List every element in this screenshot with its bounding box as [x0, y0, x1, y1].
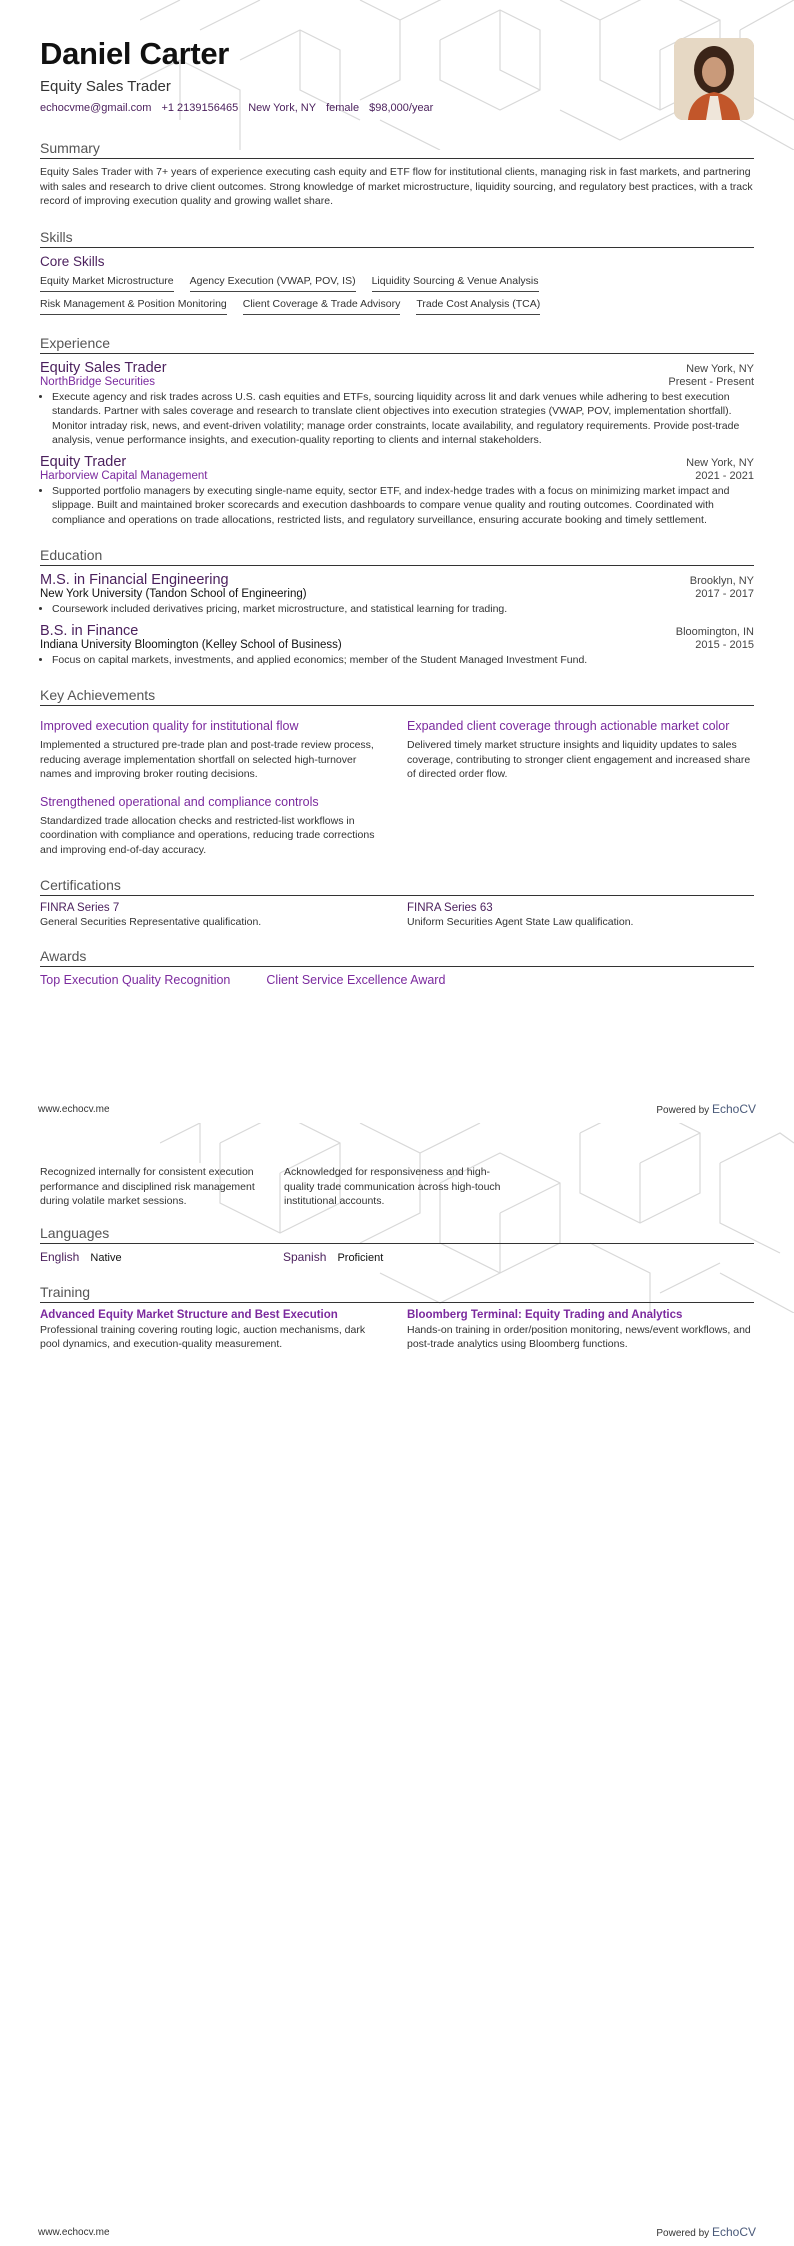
edu-location: Brooklyn, NY — [689, 575, 754, 587]
skill-chip: Agency Execution (VWAP, POV, IS) — [190, 275, 356, 292]
job-entry — [40, 454, 754, 528]
footer-site[interactable]: www.echocv.me — [38, 2227, 110, 2238]
section-title: Education — [40, 547, 754, 566]
summary-text: Equity Sales Trader with 7+ years of experience executing cash equity and ETF flow for institutional clients, managing risk in fast markets, and partnering with sales and research to drive client outcomes. Strong knowledge of market microstructure, liquidity sourcing, and regulatory best practices, with a track record of improving execution quality and growing wallet share. — [40, 166, 753, 207]
achievement-desc: Delivered timely market structure insights and liquidity updates to sales coverage, contributing to stronger client engagement and increased share of directed order flow. — [407, 739, 751, 780]
certification-name: FINRA Series 7 — [40, 902, 120, 914]
training-title: Advanced Equity Market Structure and Best Execution — [40, 1308, 338, 1321]
job-location: New York, NY — [686, 456, 754, 469]
edu-bullet: • Focus on capital markets, investments, and applied economics; member of the Student Managed Investment Fund. — [52, 653, 754, 668]
school: New York University (Tandon School of Engineering) — [40, 588, 307, 600]
footer-site[interactable]: www.echocv.me — [38, 1104, 110, 1115]
training-section — [40, 1284, 754, 1352]
skill-row — [40, 275, 754, 292]
training-desc: Professional training covering routing logic, auction mechanisms, dark pool dynamics, and execution-quality measurement. — [40, 1323, 366, 1350]
job-entry — [40, 360, 754, 448]
section-title: Languages — [40, 1225, 754, 1244]
language-name: Spanish — [283, 1249, 327, 1264]
experience-section — [40, 335, 754, 528]
achievement-desc: Implemented a structured pre-trade plan and post-trade review process, reducing average implementation shortfall on selected high-turnover names and improving broker routing decisions. — [40, 739, 374, 780]
degree: M.S. in Financial Engineering — [40, 572, 229, 588]
awards-section — [40, 948, 754, 987]
achievement-title: Improved execution quality for institutional flow — [40, 719, 299, 733]
skill-chip: Trade Cost Analysis (TCA) — [416, 298, 540, 315]
contact-location: New York, NY — [248, 102, 317, 114]
footer-powered — [656, 1102, 756, 1116]
contact-line — [40, 102, 754, 114]
education-section — [40, 547, 754, 667]
powered-by-label: Powered by — [656, 2228, 710, 2239]
job-bullet: • Execute agency and risk trades across U.S. cash equities and ETFs, sourcing liquidity across lit and dark venues while adhering to best execution standards. Partner with sales coverage and research to translate client objectives into execution strategies (VWAP, POV, implementation shortfall). Monitor intraday risk, news, and event-driven volatility; manage order constraints, locate availability, and regulatory requirements. Provide post-trade analysis, venue performance insights, and execution-quality reporting to clients and internal stakeholders. — [52, 390, 754, 448]
school: Indiana University Bloomington (Kelley School of Business) — [40, 638, 342, 651]
skill-chip: Risk Management & Position Monitoring — [40, 298, 227, 315]
section-title: Experience — [40, 335, 754, 354]
brand-logo[interactable]: EchoCV — [711, 2225, 756, 2239]
skills-section — [40, 229, 754, 315]
certification-desc: Uniform Securities Agent State Law qualification. — [407, 916, 634, 928]
language-item — [283, 1250, 526, 1264]
skill-chip: Client Coverage & Trade Advisory — [243, 298, 401, 315]
job-title: Equity Sales Trader — [40, 359, 167, 376]
edu-location: Bloomington, IN — [675, 625, 754, 638]
brand-logo[interactable]: EchoCV — [711, 1102, 756, 1116]
job-title: Equity Trader — [40, 453, 127, 470]
job-company: Harborview Capital Management — [40, 469, 208, 482]
section-title: Certifications — [40, 877, 754, 896]
training-title: Bloomberg Terminal: Equity Trading and Analytics — [407, 1308, 683, 1321]
contact-gender: female — [326, 102, 360, 114]
skill-row — [40, 298, 754, 315]
award-name: Client Service Excellence Award — [266, 973, 446, 987]
training-desc: Hands-on training in order/position monitoring, news/event workflows, and post-trade analytics using Bloomberg functions. — [407, 1323, 751, 1350]
certification-item — [40, 902, 387, 928]
achievement-title: Expanded client coverage through actionable market color — [407, 719, 730, 733]
contact-salary: $98,000/year — [369, 102, 434, 114]
achievement-title: Strengthened operational and compliance controls — [40, 794, 319, 809]
job-dates: Present - Present — [668, 375, 754, 388]
section-title: Skills — [40, 229, 754, 248]
education-entry — [40, 623, 754, 668]
achievements-section — [40, 687, 754, 857]
edu-dates: 2017 - 2017 — [695, 588, 754, 600]
training-item — [407, 1309, 754, 1352]
achievement-item — [40, 788, 387, 858]
degree: B.S. in Finance — [40, 622, 139, 639]
powered-by-label: Powered by — [656, 1105, 710, 1116]
certification-name: FINRA Series 63 — [407, 902, 493, 914]
award-desc: Acknowledged for responsiveness and high-quality trade communication across high-touch institutional accounts. — [284, 1166, 501, 1207]
skill-group-title: Core Skills — [40, 253, 105, 269]
award-desc: Recognized internally for consistent execution performance and disciplined risk management during volatile market sessions. — [40, 1166, 255, 1207]
section-title: Training — [40, 1284, 754, 1303]
training-item — [40, 1309, 387, 1352]
certifications-section — [40, 877, 754, 928]
section-title: Summary — [40, 140, 754, 159]
job-company: NorthBridge Securities — [40, 375, 156, 388]
contact-email[interactable]: echocvme@gmail.com — [40, 102, 152, 114]
language-level: Proficient — [337, 1251, 384, 1264]
section-title: Awards — [40, 948, 754, 967]
job-location: New York, NY — [686, 362, 754, 375]
contact-phone[interactable]: +1 2139156465 — [161, 102, 239, 114]
language-item — [40, 1250, 283, 1264]
award-name: Top Execution Quality Recognition — [40, 973, 231, 987]
achievement-item — [407, 712, 754, 782]
languages-section — [40, 1225, 754, 1264]
edu-bullet: • Coursework included derivatives pricing, market microstructure, and statistical learning for trading. — [52, 602, 754, 617]
summary-section — [40, 140, 754, 209]
award-descriptions — [40, 1165, 754, 1209]
footer-powered — [656, 2225, 756, 2239]
language-name: English — [40, 1249, 80, 1264]
candidate-headline: Equity Sales Trader — [40, 78, 171, 95]
section-title: Key Achievements — [40, 687, 754, 706]
job-dates: 2021 - 2021 — [695, 469, 754, 482]
achievement-desc: Standardized trade allocation checks and restricted-list workflows in coordination with compliance and operations, reducing trade corrections and improving end-of-day accuracy. — [40, 814, 375, 856]
achievement-item — [40, 712, 387, 782]
resume-page-2 — [0, 1123, 794, 2246]
education-entry — [40, 572, 754, 617]
skill-chip: Liquidity Sourcing & Venue Analysis — [372, 275, 539, 292]
job-bullet: • Supported portfolio managers by executing single-name equity, sector ETF, and index-hedge trades with a focus on minimizing market impact and slippage. Built and maintained broker scorecards and execution dashboards to compare venue quality and routing outcomes. Coordinated with compliance and operations on trade allocations, restricted lists, and regulatory surveillance, ensuring accurate booking and timely settlement. — [52, 484, 754, 528]
certification-item — [407, 902, 754, 928]
skill-chip: Equity Market Microstructure — [40, 275, 174, 292]
edu-dates: 2015 - 2015 — [695, 638, 754, 651]
certification-desc: General Securities Representative qualification. — [40, 916, 262, 928]
candidate-name: Daniel Carter — [40, 36, 230, 71]
language-level: Native — [90, 1251, 122, 1264]
